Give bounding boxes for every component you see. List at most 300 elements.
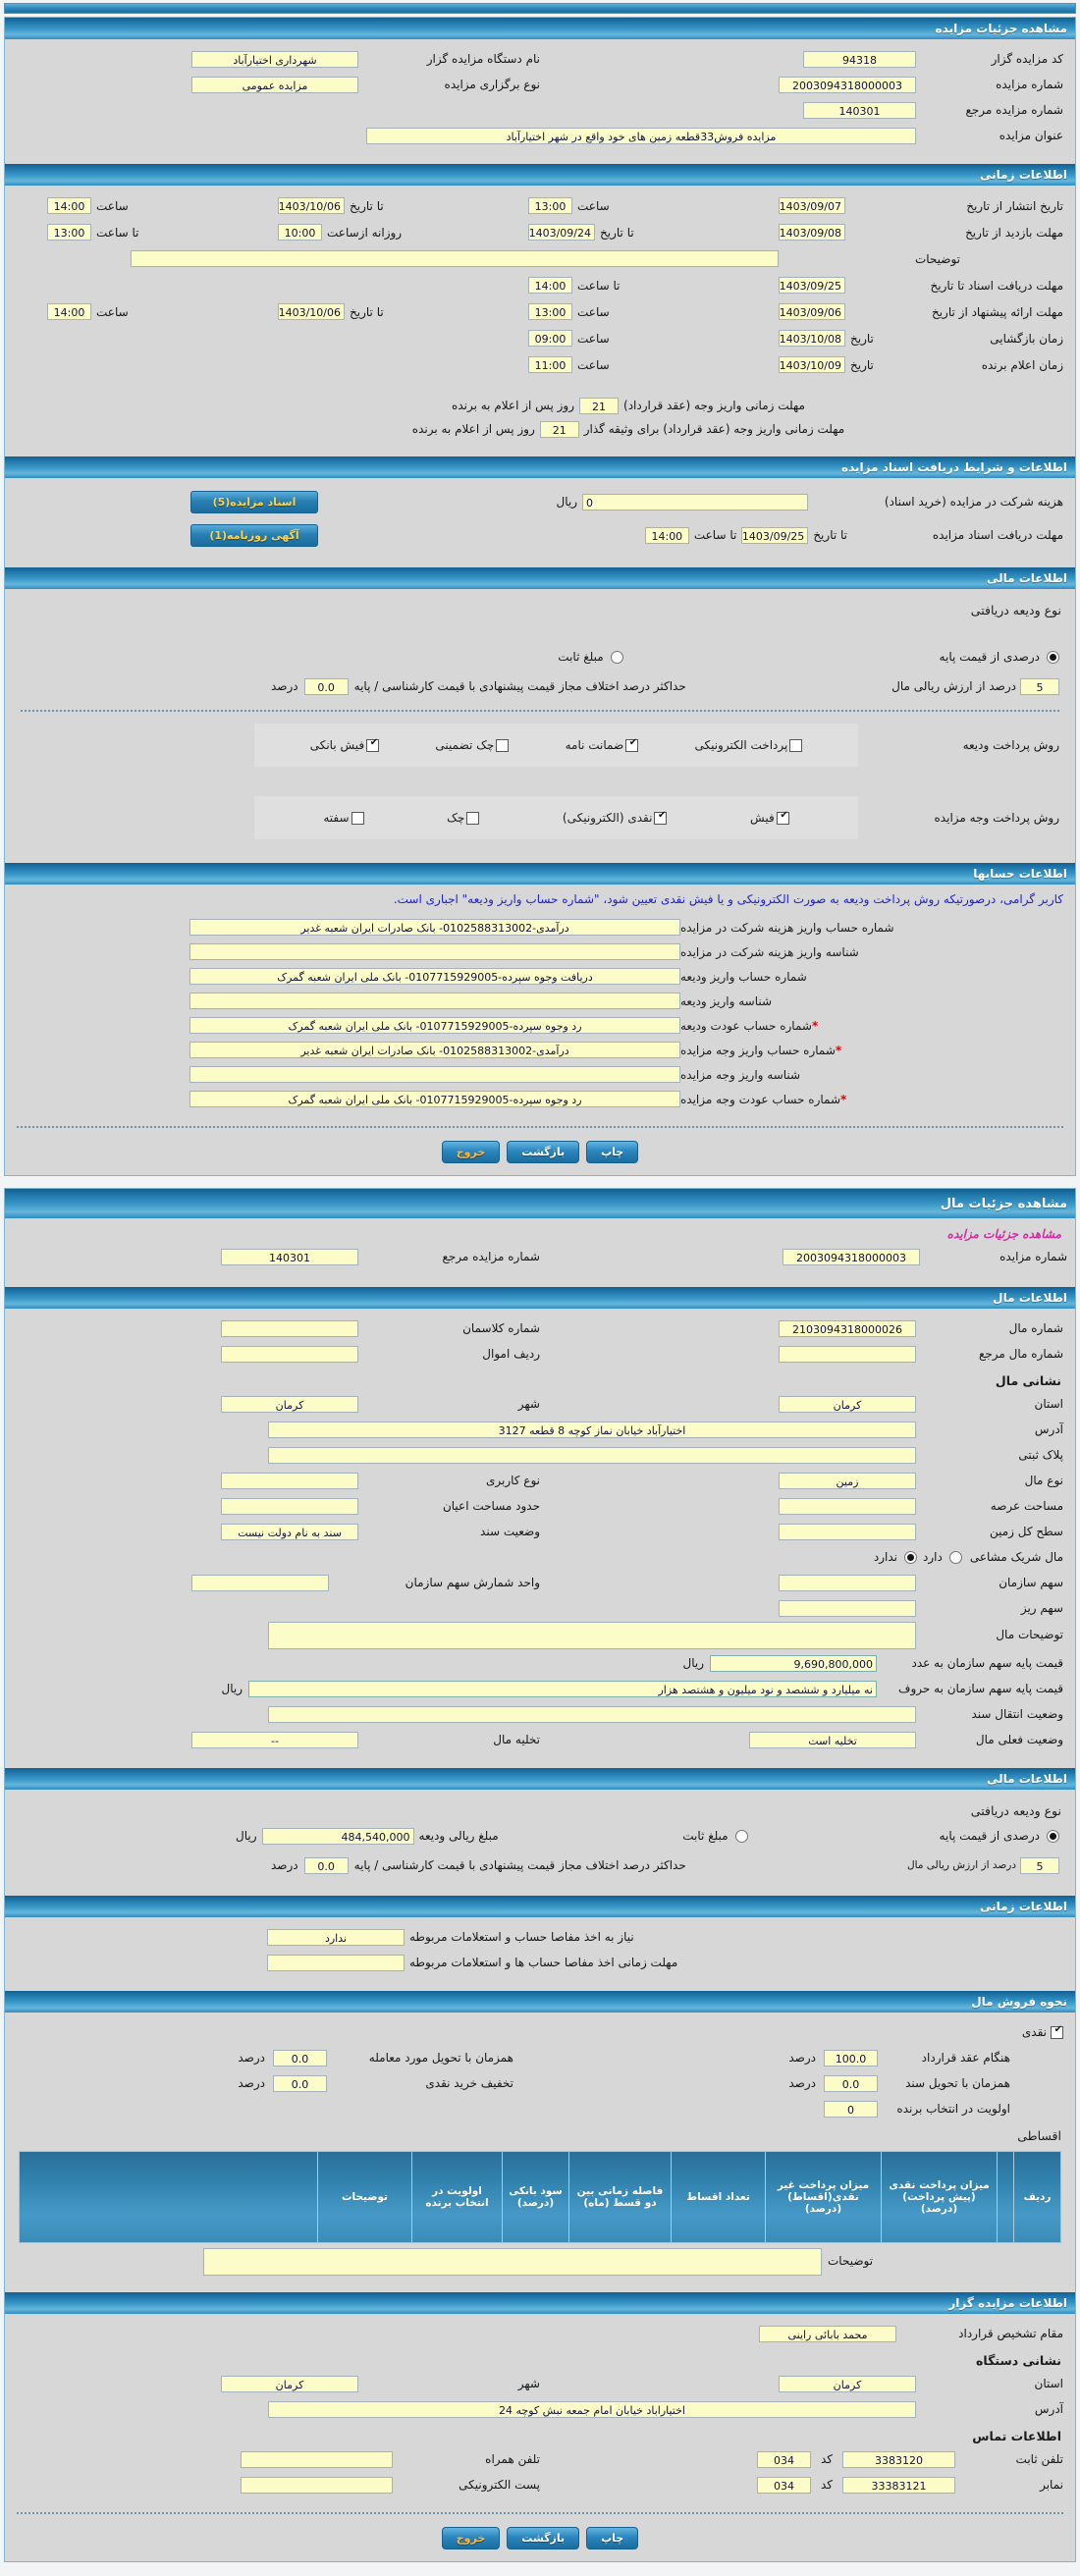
- fax-label: نمابر: [1040, 2478, 1063, 2492]
- accounts-group: [5, 915, 1075, 1117]
- table-header-blank: [997, 2152, 1013, 2242]
- account-row: [9, 1038, 1071, 1062]
- account-field[interactable]: دریافت وجوه سپرده-0107715929005- بانک ملی ایران شعبه گمرک: [189, 968, 680, 985]
- deposit-percent-field[interactable]: 5: [1020, 1857, 1059, 1874]
- pay-method-promissory: سفته: [323, 811, 363, 825]
- table-header-installment-count: تعداد اقساط: [671, 2152, 765, 2242]
- opening-date-field[interactable]: 1403/10/08: [779, 330, 845, 347]
- base-price-text-field[interactable]: نه میلیارد و ششصد و نود میلیون و هشتصد هزار: [248, 1681, 877, 1697]
- to-date-label: تا تاریخ: [813, 528, 847, 542]
- deposit-method-guarantee: ✔ ضمانت نامه: [566, 738, 639, 752]
- hour-label: ساعت: [577, 331, 610, 346]
- shared-ownership-no-option: ندارد: [874, 1550, 917, 1564]
- account-field[interactable]: رد وجوه سپرده-0107715929005- بانک ملی ایران شعبه گمرک: [189, 1091, 680, 1107]
- building-area-field[interactable]: [221, 1498, 358, 1515]
- mobile-label: تلفن همراه: [485, 2452, 540, 2466]
- shared-no-radio[interactable]: [904, 1551, 917, 1564]
- timing2-group: [5, 1917, 1075, 1981]
- max-diff-label: حداکثر درصد اختلاف مجاز قیمت پیشنهادی با قیمت کارشناسی / پایه: [353, 679, 686, 693]
- days-after-winner-label: روز پس از اعلام به برنده: [452, 399, 575, 412]
- visit-from-time-field[interactable]: 10:00: [278, 224, 322, 241]
- table-header-installment-payment: میزان پرداخت غیر نقدی(اقساط) (درصد): [765, 2152, 881, 2242]
- current-status-field[interactable]: تخلیه است: [749, 1732, 916, 1748]
- promissory-note-checkbox[interactable]: [351, 812, 364, 825]
- account-label: شماره حساب واریز ودیعه: [680, 969, 807, 984]
- fax-field[interactable]: 33383121: [842, 2477, 955, 2494]
- property-ref-field[interactable]: [779, 1346, 916, 1363]
- row-ref: [9, 97, 1071, 123]
- rial-unit-label: ریال: [221, 1682, 243, 1695]
- electronic-payment-checkbox[interactable]: [789, 739, 802, 752]
- view-auction-details-link[interactable]: مشاهده جزئیات مزایده: [946, 1227, 1061, 1241]
- account-row: [9, 989, 1071, 1013]
- shared-ownership-yes-option: دارد: [923, 1550, 962, 1564]
- winner-announce-row: [9, 351, 1071, 378]
- deposit-amount-label: مبلغ ریالی ودیعه: [418, 1829, 499, 1843]
- auction-org-field[interactable]: شهرداری اختیارآباد: [191, 51, 358, 68]
- clearance-deadline-label: مهلت زمانی اخذ مفاصا حساب ها و استعلامات مربوطه: [409, 1956, 678, 1969]
- total-land-label: سطح کل زمین: [989, 1525, 1063, 1538]
- docs-deadline-row: [9, 272, 1071, 298]
- sale-method-section-header: نحوه فروش مال: [5, 1991, 1075, 2012]
- account-label: *شماره حساب عودت وجه مزایده: [680, 1092, 847, 1106]
- auction-number-field[interactable]: 2003094318000003: [779, 77, 916, 93]
- auction-summary-group: [5, 39, 1075, 154]
- property-row-field[interactable]: [221, 1346, 358, 1363]
- pay-method-label: روش پرداخت وجه مزایده: [934, 811, 1059, 825]
- usage-type-field[interactable]: [221, 1473, 358, 1489]
- docs-receive-deadline-label: مهلت دریافت اسناد مزایده: [932, 528, 1063, 542]
- percent-unit-label: درصد: [788, 2051, 816, 2065]
- docs-cost-label: هزینه شرکت در مزایده (خرید اسناد): [884, 495, 1063, 509]
- docs-section-header: اطلاعات و شرایط دریافت اسناد مزایده: [5, 456, 1075, 478]
- auction-code-field[interactable]: 94318: [803, 51, 916, 68]
- table-header-winner-priority: اولویت در انتخاب برنده: [411, 2152, 502, 2242]
- auction-number-label: شماره مزایده: [996, 78, 1063, 91]
- docs-cost-row: [9, 485, 1071, 518]
- account-row: [9, 915, 1071, 939]
- docs-receive-time-field[interactable]: 14:00: [645, 527, 689, 544]
- publish-to-date-field[interactable]: 1403/10/06: [278, 197, 345, 214]
- docs-group: [5, 478, 1075, 558]
- city-field[interactable]: کرمان: [221, 1396, 358, 1413]
- exit-button[interactable]: خروج: [442, 2527, 501, 2549]
- percent-unit-label: درصد: [238, 2051, 265, 2065]
- winner-announce-label: زمان اعلام برنده: [981, 357, 1063, 372]
- fixed-amount-option: مبلغ ثابت: [499, 1829, 748, 1843]
- certified-check-checkbox[interactable]: [496, 739, 509, 752]
- deposit-amount-field[interactable]: 484,540,000: [262, 1828, 414, 1845]
- hour-label: ساعت: [96, 304, 129, 319]
- payment-deadline-label: مهلت زمانی واریز وجه (عقد قرارداد): [623, 399, 805, 412]
- offer-to-date-field[interactable]: 1403/10/06: [278, 303, 345, 320]
- org-address-subheading: نشانی دستگاه: [976, 2353, 1061, 2368]
- deed-transfer-field[interactable]: [268, 1706, 916, 1723]
- fax-code-field[interactable]: 034: [757, 2477, 811, 2494]
- org-address-field[interactable]: اختیاراباد خیابان امام جمعه نبش کوچه 24: [268, 2401, 916, 2418]
- docs-deadline-time-field[interactable]: 14:00: [528, 277, 572, 294]
- shared-ownership-row: [9, 1544, 1071, 1570]
- auctioneer-group: [5, 2314, 1075, 2503]
- offer-dates-row: [9, 298, 1071, 325]
- deposit-type2-options-row: [9, 1821, 1071, 1851]
- account-label: شناسه واریز هزینه شرکت در مزایده: [680, 944, 859, 959]
- auction-ref-field[interactable]: 140301: [221, 1249, 358, 1265]
- installment-label: اقساطی: [1017, 2128, 1061, 2143]
- divider: [17, 2512, 1063, 2514]
- offer-from-time-field[interactable]: 13:00: [528, 303, 572, 320]
- table-header-installment-interval: فاصله زمانی بین دو قسط (ماه): [568, 2152, 671, 2242]
- timing-notes-label: توضیحات: [914, 251, 960, 266]
- required-asterisk: *: [811, 1018, 819, 1033]
- deposit-percent2-row: [9, 1851, 1071, 1880]
- at-contract-field[interactable]: 100.0: [824, 2050, 878, 2066]
- auction-org-cell: [17, 51, 540, 68]
- base-price-number-label: قیمت پایه سهم سازمان به عدد: [911, 1656, 1063, 1670]
- at-contract-label: هنگام عقد قرارداد: [921, 2051, 1010, 2065]
- phone-label: تلفن ثابت: [1015, 2452, 1063, 2466]
- publish-from-time-field[interactable]: 13:00: [528, 197, 572, 214]
- account-field[interactable]: [189, 943, 680, 960]
- email-label: پست الکترونیکی: [459, 2478, 540, 2492]
- visit-to-date-field[interactable]: 1403/09/24: [528, 224, 595, 241]
- table-header-cash-payment: میزان پرداخت نقدی (پیش پرداخت) (درصد): [881, 2152, 997, 2242]
- property-details-panel: [4, 1188, 1076, 2562]
- share-unit-field[interactable]: [191, 1575, 329, 1591]
- email-field[interactable]: [241, 2477, 393, 2494]
- required-asterisk: *: [840, 1092, 847, 1106]
- phone-code-field[interactable]: 034: [757, 2451, 811, 2468]
- fixed-amount-radio[interactable]: [611, 651, 623, 664]
- top-decoration-strip: [4, 3, 1076, 14]
- percent-unit-label: درصد: [271, 1858, 298, 1872]
- timing2-section-header: اطلاعات زمانی: [5, 1896, 1075, 1917]
- percent-unit-label: درصد: [238, 2076, 265, 2090]
- address-label: آدرس: [1034, 1422, 1063, 1436]
- account-row: [9, 964, 1071, 989]
- docs-cost-field[interactable]: 0: [582, 494, 808, 510]
- max-diff-label: حداکثر درصد اختلاف مجاز قیمت پیشنهادی با قیمت کارشناسی / پایه: [353, 1858, 686, 1872]
- account-row: [9, 1087, 1071, 1111]
- payment-deadline-guarantor-row: [9, 417, 1071, 441]
- accounts-note: کاربر گرامی، درصورتیکه روش پرداخت ودیعه به صورت الکترونیکی و یا فیش نقدی تعیین شود، "شماره حساب واریز ودیعه" اجباری است.: [393, 892, 1063, 906]
- auction-subject-label: عنوان مزایده: [999, 129, 1063, 142]
- rial-unit-label: ریال: [556, 495, 577, 509]
- table-header-filler: [20, 2152, 317, 2242]
- auction-ref-field[interactable]: 140301: [803, 102, 916, 119]
- plate-field[interactable]: [268, 1447, 916, 1464]
- row-code-org: [9, 46, 1071, 72]
- date-label: تاریخ: [850, 357, 874, 372]
- fixed-amount-option: مبلغ ثابت: [558, 650, 622, 664]
- slip-checkbox[interactable]: [777, 812, 789, 825]
- deposit-method-label: روش پرداخت ودیعه: [962, 738, 1059, 752]
- auction-documents-button[interactable]: اسناد مزایده(5): [190, 491, 318, 513]
- days-after-winner-label: روز پس از اعلام به برنده: [411, 422, 535, 436]
- rial-unit-label: ریال: [236, 1829, 257, 1843]
- sale-notes-field[interactable]: [203, 2248, 822, 2276]
- docs-deadline-date-field[interactable]: 1403/09/25: [779, 277, 845, 294]
- winner-date-field[interactable]: 1403/10/09: [779, 356, 845, 373]
- property-address-subheading: نشانی مال: [995, 1373, 1061, 1388]
- land-area-label: مساحت عرصه: [990, 1499, 1063, 1513]
- cash-sale-label: نقدی: [1021, 2025, 1047, 2039]
- clearance-needed-label: نیاز به اخذ مفاصا حساب و استعلامات مربوطه: [409, 1930, 634, 1944]
- page: [2, 0, 1078, 2576]
- daily-from-hour-label: روزانه ازساعت: [327, 225, 403, 240]
- account-field[interactable]: [189, 1066, 680, 1083]
- newspaper-ad-button[interactable]: آگهی روزنامه(1): [190, 524, 318, 547]
- account-label: *شماره حساب عودت ودیعه: [680, 1018, 819, 1033]
- timing-notes-field[interactable]: [131, 250, 779, 267]
- contract-authority-field[interactable]: محمد بابائی راینی: [759, 2326, 896, 2342]
- to-date-label: تا تاریخ: [350, 304, 384, 319]
- percent-of-base-option: درصدی از قیمت پایه: [623, 650, 1059, 664]
- winner-priority-field[interactable]: 0: [824, 2101, 878, 2118]
- back-button[interactable]: بازگشت: [507, 2527, 579, 2549]
- table-header-row-number: ردیف: [1013, 2152, 1060, 2242]
- at-delivery-field[interactable]: 0.0: [273, 2050, 327, 2066]
- publish-to-time-field[interactable]: 14:00: [47, 197, 91, 214]
- pay-method-check: چک: [447, 811, 479, 825]
- classman-field[interactable]: [221, 1320, 358, 1337]
- divider: [17, 1126, 1063, 1128]
- sale-method-group: [5, 2012, 1075, 2282]
- property-type-field[interactable]: زمین: [779, 1473, 916, 1489]
- deposit-amount-cell: [236, 1828, 499, 1845]
- deposit-percent-suffix: درصد از ارزش ریالی مال: [891, 679, 1016, 693]
- city-label: شهر: [517, 1397, 540, 1411]
- table-header-bank-interest: سود بانکی (درصد): [502, 2152, 568, 2242]
- deposit-percent-field[interactable]: 5: [1020, 678, 1059, 695]
- shared-yes-radio[interactable]: [949, 1551, 962, 1564]
- shared-ownership-label: مال شریک مشاعی: [969, 1550, 1063, 1564]
- auction-number-cell: [540, 77, 1063, 93]
- usage-type-label: نوع کاربری: [485, 1474, 540, 1487]
- percent-unit-label: درصد: [788, 2076, 816, 2090]
- auction-ref-label: شماره مزایده مرجع: [965, 103, 1063, 117]
- vacate-field[interactable]: --: [191, 1732, 358, 1748]
- pay-method-slip: ✔ فیش: [750, 811, 789, 825]
- print-button[interactable]: چاپ: [586, 2527, 638, 2549]
- auction-number-field[interactable]: 2003094318000003: [783, 1249, 920, 1265]
- visit-label: مهلت بازدید از تاریخ: [965, 225, 1063, 240]
- financial-group: [5, 589, 1075, 853]
- sale-notes-label: توضیحات: [828, 2254, 874, 2268]
- payment-deadline-guarantor-days-field[interactable]: 21: [540, 421, 579, 438]
- publish-from-date-field[interactable]: 1403/09/07: [779, 197, 845, 214]
- auction-code-label: کد مزایده گزار: [991, 52, 1063, 66]
- property-notes-label: توضیحات مال: [996, 1628, 1063, 1641]
- auction-details-panel: [4, 17, 1076, 1176]
- fixed-amount-radio[interactable]: [735, 1830, 748, 1843]
- divider: [21, 710, 1059, 712]
- account-row: [9, 1062, 1071, 1087]
- opening-row: [9, 325, 1071, 351]
- account-field[interactable]: رد وجوه سپرده-0107715929005- بانک ملی ایران شعبه گمرک: [189, 1017, 680, 1034]
- deed-status-label: وضعیت سند: [480, 1525, 540, 1538]
- property-type-label: نوع مال: [1024, 1474, 1063, 1487]
- auction-type-field[interactable]: مزایده عمومی: [191, 77, 358, 93]
- address-field[interactable]: اختیارآباد خیابان نماز کوچه 8 قطعه 3127: [268, 1422, 916, 1438]
- account-field[interactable]: درآمدی-0102588313002- بانک صادرات ایران شعبه غدیر: [189, 1042, 680, 1058]
- area-code-label: کد: [820, 2452, 833, 2466]
- timing-group: [5, 186, 1075, 447]
- deposit-method-certified-check: چک تضمینی: [435, 738, 509, 752]
- contact-info-subheading: اطلاعات تماس: [972, 2429, 1061, 2443]
- to-date-label: تا تاریخ: [600, 225, 634, 240]
- financial2-group: [5, 1790, 1075, 1886]
- to-hour-label: تا ساعت: [693, 528, 737, 542]
- account-label: *شماره حساب واریز وجه مزایده: [680, 1043, 842, 1057]
- property-row-label: ردیف اموال: [482, 1347, 540, 1361]
- share-detail-field[interactable]: [779, 1600, 916, 1617]
- winner-priority-label: اولویت در انتخاب برنده: [896, 2102, 1010, 2116]
- payment-deadline-row: [9, 394, 1071, 417]
- property-ref-label: شماره مال مرجع: [978, 1347, 1063, 1361]
- auction-subject-field[interactable]: مزایده فروش33قطعه زمین های خود واقع در شهر اختیارآباد: [366, 128, 916, 144]
- row-number-type: [9, 72, 1071, 97]
- payment-deadline-guarantor-label: مهلت زمانی واریز وجه (عقد قرارداد) برای وثیقه گذار: [583, 422, 845, 436]
- auction-org-label: نام دستگاه مزایده گزار: [426, 52, 540, 66]
- docs-deadline-label: مهلت دریافت اسناد تا تاریخ: [930, 278, 1063, 293]
- deposit-type-options-row: [9, 642, 1071, 671]
- print-button[interactable]: چاپ: [586, 1141, 638, 1163]
- deposit-percent-row: [9, 671, 1071, 701]
- account-row: [9, 939, 1071, 964]
- financial2-section-header: اطلاعات مالی: [5, 1768, 1075, 1790]
- contract-authority-label: مقام تشخیص قرارداد: [958, 2327, 1063, 2340]
- percent-of-base-radio[interactable]: [1047, 651, 1059, 664]
- cash-sale-row: [9, 2019, 1071, 2045]
- city-label: شهر: [517, 2377, 540, 2390]
- page-title: مشاهده جزئیات مزایده: [5, 18, 1075, 39]
- province-field[interactable]: کرمان: [779, 1396, 916, 1413]
- property-number-label: شماره مال: [1008, 1321, 1063, 1335]
- offer-to-time-field[interactable]: 14:00: [47, 303, 91, 320]
- timing-notes-row: [9, 245, 1071, 272]
- hour-label: ساعت: [577, 304, 610, 319]
- opening-time-field[interactable]: 09:00: [528, 330, 572, 347]
- deposit-type-label: نوع ودیعه دریافتی: [970, 1803, 1061, 1818]
- financial-section-header: اطلاعات مالی: [5, 567, 1075, 589]
- total-land-field[interactable]: [779, 1524, 916, 1540]
- auction-type-cell: [17, 77, 540, 93]
- property-number-field[interactable]: 2103094318000026: [779, 1320, 916, 1337]
- to-date-label: تا تاریخ: [350, 198, 384, 213]
- hour-label: ساعت: [96, 198, 129, 213]
- auction-ref-cell: [540, 102, 1063, 119]
- max-diff-field[interactable]: 0.0: [304, 678, 349, 695]
- cash-electronic-checkbox[interactable]: [654, 812, 667, 825]
- account-label: شناسه واریز ودیعه: [680, 993, 773, 1008]
- row-subject: [9, 123, 1071, 148]
- panel1-buttons: [5, 1132, 1075, 1170]
- bank-slip-checkbox[interactable]: [366, 739, 379, 752]
- percent-of-base-option: درصدی از قیمت پایه: [748, 1829, 1059, 1843]
- exit-button[interactable]: خروج: [442, 1141, 501, 1163]
- land-area-field[interactable]: [779, 1498, 916, 1515]
- back-button[interactable]: بازگشت: [507, 1141, 579, 1163]
- account-row: [9, 1013, 1071, 1038]
- check-checkbox[interactable]: [466, 812, 479, 825]
- mobile-field[interactable]: [241, 2451, 393, 2468]
- pay-method-options: [254, 796, 858, 839]
- account-label: شناسه واریز وجه مزایده: [680, 1067, 801, 1082]
- publish-label: تاریخ انتشار از تاریخ: [966, 198, 1063, 213]
- cash-discount-field[interactable]: 0.0: [273, 2075, 327, 2092]
- auction-number-label: شماره مزایده: [999, 1250, 1067, 1263]
- phone-field[interactable]: 3383120: [842, 2451, 955, 2468]
- docs-receive-date-field[interactable]: 1403/09/25: [741, 527, 808, 544]
- publish-dates-row: [9, 192, 1071, 219]
- base-price-number-field[interactable]: 9,690,800,000: [710, 1655, 877, 1672]
- to-hour-label: تا ساعت: [577, 278, 621, 293]
- area-code-label: کد: [820, 2478, 833, 2492]
- winner-time-field[interactable]: 11:00: [528, 356, 572, 373]
- province-field[interactable]: کرمان: [779, 2376, 916, 2392]
- property-auction-row: [5, 1244, 1075, 1269]
- province-label: استان: [1034, 2377, 1063, 2390]
- clearance-needed-field[interactable]: ندارد: [267, 1929, 405, 1946]
- account-label: شماره حساب واریز هزینه شرکت در مزایده: [680, 920, 894, 935]
- pay-method-cash-electronic: ✔ نقدی (الکترونیکی): [563, 811, 668, 825]
- clearance-deadline-field[interactable]: [267, 1955, 405, 1971]
- property-info-header: اطلاعات مال: [5, 1287, 1075, 1309]
- classman-label: شماره کلاسمان: [462, 1321, 540, 1335]
- city-field[interactable]: کرمان: [221, 2376, 358, 2392]
- province-label: استان: [1034, 1397, 1063, 1411]
- percent-unit-label: درصد: [271, 679, 298, 693]
- auction-code-cell: [540, 51, 1063, 68]
- max-diff-field[interactable]: 0.0: [304, 1857, 349, 1874]
- rial-unit-label: ریال: [682, 1656, 704, 1670]
- offer-label: مهلت ارائه پیشنهاد از تاریخ: [931, 304, 1063, 319]
- deposit-method-electronic: پرداخت الکترونیکی: [694, 738, 802, 752]
- payment-deadline-days-field[interactable]: 21: [579, 398, 619, 414]
- visit-to-time-field[interactable]: 13:00: [47, 224, 91, 241]
- share-detail-label: سهم ریز: [1020, 1601, 1063, 1615]
- timing-section-header: اطلاعات زمانی: [5, 164, 1075, 186]
- table-header-notes: توضیحات: [317, 2152, 411, 2242]
- auction-type-label: نوع برگزاری مزایده: [444, 78, 540, 91]
- deed-status-field[interactable]: سند به نام دولت نیست: [221, 1524, 358, 1540]
- at-deed-field[interactable]: 0.0: [824, 2075, 878, 2092]
- date-label: تاریخ: [850, 331, 874, 346]
- accounts-section-header: اطلاعات حسابها: [5, 863, 1075, 885]
- org-share-field[interactable]: [779, 1575, 916, 1591]
- share-unit-label: واحد شمارش سهم سازمان: [405, 1576, 540, 1589]
- account-field[interactable]: درآمدی-0102588313002- بانک صادرات ایران شعبه غدیر: [189, 919, 680, 936]
- plate-label: پلاک ثبتی: [1018, 1448, 1063, 1462]
- to-hour-label: تا ساعت: [96, 225, 139, 240]
- org-share-label: سهم سازمان: [999, 1576, 1063, 1589]
- cash-sale-checkbox[interactable]: [1051, 2026, 1063, 2039]
- percent-of-base-radio[interactable]: [1047, 1830, 1059, 1843]
- property-info-group: [5, 1309, 1075, 1758]
- at-delivery-label: همزمان با تحویل مورد معامله: [368, 2051, 513, 2065]
- base-price-text-label: قیمت پایه سهم سازمان به حروف: [898, 1682, 1063, 1695]
- visit-from-date-field[interactable]: 1403/09/08: [779, 224, 845, 241]
- guarantee-letter-checkbox[interactable]: [625, 739, 638, 752]
- deposit-method-row: [9, 716, 1071, 775]
- offer-from-date-field[interactable]: 1403/09/06: [779, 303, 845, 320]
- account-field[interactable]: [189, 993, 680, 1009]
- property-notes-field[interactable]: [268, 1622, 916, 1649]
- at-deed-label: همزمان با تحویل سند: [905, 2076, 1010, 2090]
- deed-transfer-label: وضعیت انتقال سند: [971, 1707, 1063, 1721]
- current-status-label: وضعیت فعلی مال: [975, 1733, 1063, 1746]
